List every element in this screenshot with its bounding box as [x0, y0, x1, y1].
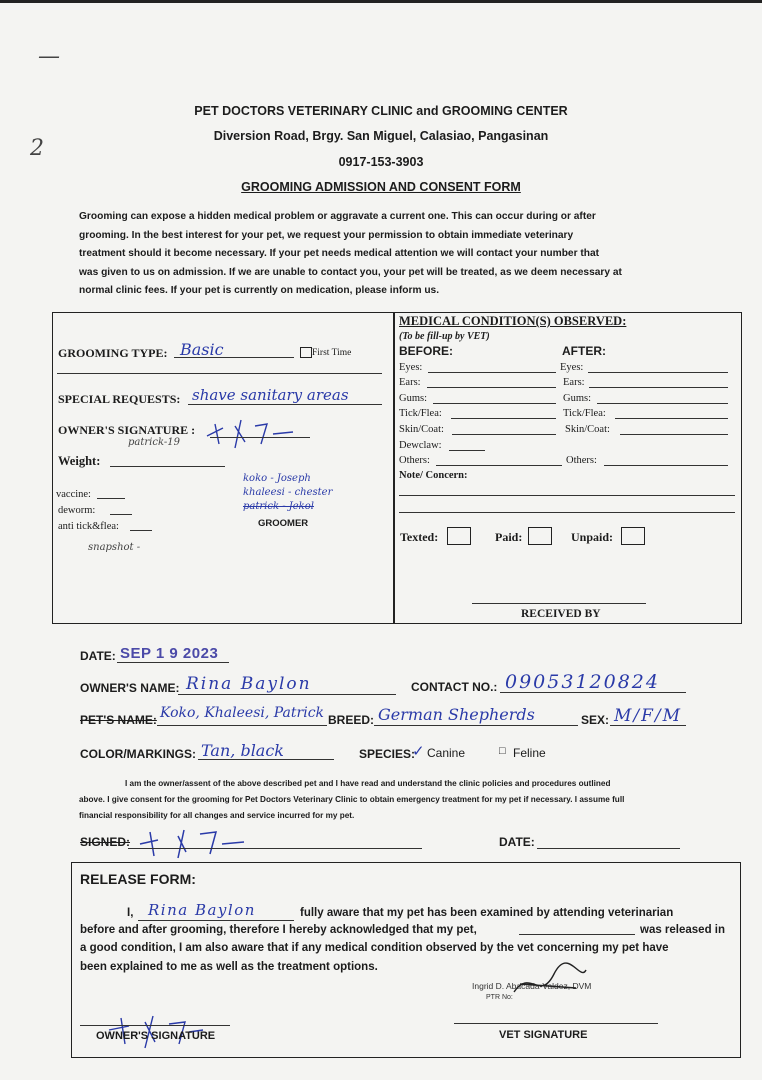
intro-line: was given to us on admission. If we are unable to contact you, your pet will be treated, as we deem necessary at — [79, 266, 622, 278]
paid-label: Paid: — [495, 530, 523, 544]
date2-line — [537, 848, 680, 849]
pets-name-label: PET'S NAME: — [80, 713, 157, 727]
breed-line — [374, 725, 578, 726]
before-eyes: Eyes: — [399, 362, 423, 373]
owner-signature-scribble — [205, 414, 295, 450]
breed-label: BREED: — [328, 713, 375, 727]
before-skincoat-line — [452, 434, 556, 435]
grooming-type-value[interactable]: Basic — [180, 340, 224, 359]
before-tickflea-line — [451, 418, 556, 419]
release-line2-a: before and after grooming, therefore I hereby acknowledged that my pet, — [80, 924, 477, 936]
intro-line: treatment should it become necessary. If your pet needs medical attention we will contact your number that — [79, 248, 600, 260]
release-line1: fully aware that my pet has been examined by attending veterinarian — [300, 907, 674, 919]
release-line3: a good condition, I am also aware that if any medical condition observed by the vet concerning my pet have — [80, 942, 669, 954]
scan-top-edge — [0, 0, 762, 3]
consent-line: financial responsibility for all changes and service incurred for my pet. — [79, 811, 355, 820]
before-ears: Ears: — [399, 377, 421, 388]
weight-label: Weight: — [58, 454, 101, 468]
note-line-1 — [399, 495, 735, 496]
vaccine-label: vaccine: — [56, 489, 91, 500]
after-ears-line — [589, 387, 728, 388]
date-line — [117, 662, 229, 663]
antitick-line — [130, 530, 152, 531]
weight-line — [110, 466, 225, 467]
consent-paragraph — [79, 776, 689, 824]
date-label: DATE: — [80, 649, 116, 663]
texted-label: Texted: — [400, 530, 439, 544]
signed-line — [128, 848, 422, 849]
owner-name-line — [178, 694, 396, 695]
unpaid-checkbox[interactable] — [621, 527, 645, 545]
vet-sig-label: VET SIGNATURE — [499, 1029, 588, 1041]
received-by-line — [472, 603, 646, 604]
before-label: BEFORE: — [399, 344, 453, 358]
after-tickflea-line — [615, 418, 728, 419]
sex-line — [610, 725, 686, 726]
vet-stamp-name: Ingrid D. Abacada-Valdez, DVM — [472, 981, 592, 991]
species-label: SPECIES: — [359, 747, 416, 761]
feline-checkbox-icon[interactable]: □ — [499, 745, 506, 757]
consent-line: I am the owner/assent of the above described pet and I have read and understand the clinic policies and procedures outlined — [125, 779, 611, 788]
color-label: COLOR/MARKINGS: — [80, 747, 196, 761]
sex-label: SEX: — [581, 713, 610, 727]
release-name-value[interactable]: Rina Baylon — [148, 901, 256, 919]
special-requests-value[interactable]: shave sanitary areas — [192, 386, 349, 404]
groomer-notes — [243, 472, 332, 514]
owner-release-line — [80, 1025, 230, 1026]
vet-signature-scribble — [510, 962, 590, 1002]
after-eyes-line — [588, 372, 728, 373]
signed-label: SIGNED: — [80, 835, 131, 849]
groomer-note: koko - Joseph — [243, 473, 311, 484]
canine-label: Canine — [427, 746, 466, 760]
intro-paragraph — [79, 208, 689, 301]
deworm-line — [110, 514, 132, 515]
first-time-label: First Time — [312, 348, 352, 358]
before-gums-line — [433, 403, 556, 404]
after-gums-line — [597, 403, 728, 404]
first-time-checkbox[interactable] — [300, 347, 312, 358]
before-dewclaw: Dewclaw: — [399, 440, 442, 451]
signed-scribble — [138, 822, 248, 862]
feline-label: Feline — [513, 746, 546, 760]
color-value[interactable]: Tan, black — [201, 741, 284, 760]
clinic-address: Diversion Road, Brgy. San Miguel, Calasiao, Pangasinan — [213, 129, 549, 143]
contact-label: CONTACT NO.: — [411, 680, 498, 694]
release-pet-line — [519, 934, 635, 935]
pets-name-line — [157, 725, 327, 726]
after-others: Others: — [566, 455, 597, 466]
special-requests-line — [188, 404, 382, 405]
before-dewclaw-line — [449, 450, 485, 451]
owner-signature-line — [210, 437, 310, 438]
owner-release-label: OWNER'S SIGNATURE — [96, 1030, 216, 1042]
unpaid-label: Unpaid: — [571, 530, 614, 544]
intro-line: normal clinic fees. If your pet is currently on medication, please inform us. — [79, 285, 440, 297]
groomer-note: khaleesi - chester — [243, 487, 333, 498]
breed-value[interactable]: German Shepherds — [378, 705, 535, 724]
release-name-line — [138, 920, 294, 921]
page-number: 2 — [30, 136, 44, 161]
after-others-line — [604, 465, 728, 466]
date-stamp[interactable]: SEP 1 9 2023 — [120, 645, 219, 662]
owner-name-label: OWNER'S NAME: — [80, 681, 180, 695]
before-eyes-line — [428, 372, 556, 373]
note-concern-label: Note/ Concern: — [399, 470, 468, 481]
canine-check-icon[interactable]: ✓ — [412, 743, 425, 760]
groomer-note: patrick - Jekol — [243, 501, 314, 512]
deworm-label: deworm: — [58, 505, 96, 516]
box-divider — [393, 312, 395, 624]
groomer-label: GROOMER — [258, 518, 309, 529]
grooming-blank-line — [57, 373, 382, 374]
snapshot-note: snapshot - — [88, 542, 141, 553]
release-line4: been explained to me as well as the treatment options. — [80, 961, 378, 973]
pets-name-value[interactable]: Koko, Khaleesi, Patrick — [160, 705, 325, 721]
clinic-name: PET DOCTORS VETERINARY CLINIC and GROOMING CENTER — [194, 104, 568, 118]
release-line2-b: was released in — [640, 924, 726, 936]
before-tickflea: Tick/Flea: — [399, 408, 442, 419]
medical-title: MEDICAL CONDITION(S) OBSERVED: — [399, 314, 627, 328]
clinic-phone: 0917-153-3903 — [338, 155, 424, 169]
vet-stamp-prc: PTR No: — [486, 994, 513, 1001]
after-ears: Ears: — [563, 377, 585, 388]
color-line — [198, 759, 334, 760]
owner-name-value[interactable]: Rina Baylon — [186, 674, 312, 694]
after-skincoat-line — [620, 434, 728, 435]
vaccine-line — [97, 498, 125, 499]
intro-line: grooming. In the best interest for your pet, we request your permission to obtain immediate veterinary — [79, 229, 574, 241]
form-title: GROOMING ADMISSION AND CONSENT FORM — [241, 180, 521, 194]
after-label: AFTER: — [562, 344, 606, 358]
contact-value[interactable]: 09053120824 — [505, 671, 660, 693]
medical-subtitle: (To be fill-up by VET) — [399, 331, 490, 342]
received-by-label: RECEIVED BY — [521, 608, 601, 620]
antitick-label: anti tick&flea: — [58, 521, 119, 532]
owner-signature-note: patrick-19 — [128, 437, 180, 448]
after-skincoat: Skin/Coat: — [565, 424, 610, 435]
intro-line: Grooming can expose a hidden medical problem or aggravate a current one. This can occur during or after — [79, 211, 596, 222]
after-tickflea: Tick/Flea: — [563, 408, 606, 419]
date2-label: DATE: — [499, 835, 535, 849]
owner-signature-label: OWNER'S SIGNATURE : — [58, 423, 196, 437]
before-skincoat: Skin/Coat: — [399, 424, 444, 435]
before-ears-line — [427, 387, 556, 388]
texted-checkbox[interactable] — [447, 527, 471, 545]
release-title: RELEASE FORM: — [80, 871, 196, 887]
grooming-type-line — [174, 357, 294, 358]
paid-checkbox[interactable] — [528, 527, 552, 545]
vet-sig-line — [454, 1023, 658, 1024]
after-gums: Gums: — [563, 393, 592, 404]
release-prefix: I, — [127, 907, 134, 919]
sex-value[interactable]: M/F/M — [614, 706, 683, 726]
consent-line: above. I give consent for the grooming for Pet Doctors Veterinary Clinic to obtain emergency treatment for my pet if necessary. I assume full — [79, 795, 625, 804]
grooming-type-label: GROOMING TYPE: — [58, 346, 168, 360]
contact-line — [500, 692, 686, 693]
after-eyes: Eyes: — [560, 362, 584, 373]
before-others: Others: — [399, 455, 430, 466]
special-requests-label: SPECIAL REQUESTS: — [58, 392, 181, 406]
before-others-line — [436, 465, 562, 466]
before-gums: Gums: — [399, 393, 428, 404]
corner-dash: — — [38, 44, 60, 69]
note-line-2 — [399, 512, 735, 513]
